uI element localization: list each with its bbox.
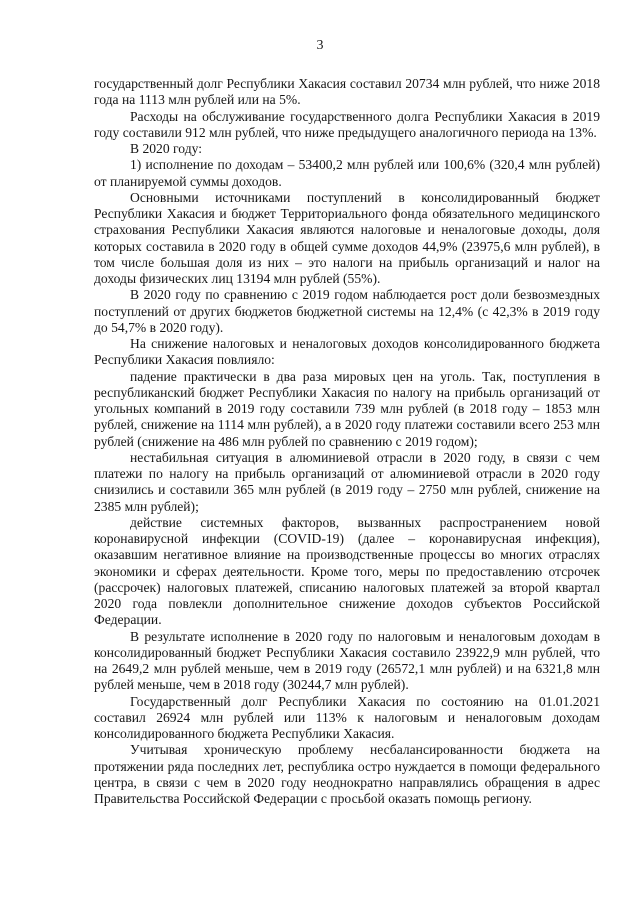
- paragraph-covid-factors: действие системных факторов, вызванных распространением новой коронавирусной инфекции (COVID-19) (далее – коронавирусная инфекция), оказавшим негативное влияние на производственные процессы во многих отраслях экономики и сферах деятельности. Кроме того, меры по предоставлению отсрочек (рассрочек) налоговых платежей, списанию налоговых платежей за второй квартал 2020 года повлекли дополнительное снижение доходов субъектов Российской Федерации.: [94, 514, 600, 628]
- paragraph-year-2020-heading: В 2020 году:: [130, 141, 203, 156]
- paragraph-debt-service-2019: Расходы на обслуживание государственного долга Республики Хакасия в 2019 году составили 912 млн рублей, что ниже предыдущего аналогичного периода на 13%.: [94, 108, 600, 140]
- paragraph-aluminium-industry: нестабильная ситуация в алюминиевой отрасли в 2020 году, в связи с чем платежи по налогу на прибыль организаций от алюминиевой отрасли в 2020 году снизились и составили 365 млн рублей (в 2019 году – 2750 млн рублей, снижение на 2385 млн рублей);: [94, 449, 600, 514]
- document-body: [94, 76, 600, 807]
- page-number: 3: [316, 38, 324, 53]
- paragraph-public-debt-2021: Государственный долг Республики Хакасия по состоянию на 01.01.2021 составил 26924 млн рублей или 113% к налоговым и неналоговым доходам консолидированного бюджета Республики Хакасия.: [94, 693, 600, 741]
- paragraph-revenue-execution: 1) исполнение по доходам – 53400,2 млн рублей или 100,6% (320,4 млн рублей) от планируемой суммы доходов.: [94, 157, 600, 189]
- paragraph-revenue-sources: Основными источниками поступлений в консолидированный бюджет Республики Хакасия и бюджет Территориального фонда обязательного медицинского страхования Республики Хакасия являются налоговые и неналоговые доходы, доля которых составила в 2020 году в общей сумме доходов 44,9% (23975,6 млн рублей), в том числе большая доля из них – это налоги на прибыль организаций и налог на доходы физических лиц 13194 млн рублей (55%).: [94, 189, 600, 286]
- paragraph-coal-prices: падение практически в два раза мировых цен на уголь. Так, поступления в республиканский бюджет Республики Хакасия по налогу на прибыль организаций от угольных компаний в 2019 году составили 739 млн рублей (в 2018 году – 1853 млн рублей, снижение на 1114 млн рублей), а в 2020 году платежи составили всего 253 млн рублей (снижение на 486 млн рублей по сравнению с 2019 годом);: [94, 368, 600, 449]
- paragraph-federal-assistance: Учитывая хроническую проблему несбалансированности бюджета на протяжении ряда последних лет, республика остро нуждается в помощи федерального центра, в связи с чем в 2020 году неоднократно направлялись обращения в адрес Правительства Российской Федерации с просьбой оказать помощь региону.: [94, 742, 600, 806]
- paragraph-gratuitous-receipts: В 2020 году по сравнению с 2019 годом наблюдается рост доли безвозмездных поступлений от других бюджетов бюджетной системы на 12,4% (с 42,3% в 2019 году до 54,7% в 2020 году).: [94, 287, 600, 335]
- paragraph-decline-factors-intro: На снижение налоговых и неналоговых доходов консолидированного бюджета Республики Хакасия повлияло:: [94, 336, 600, 368]
- paragraph-debt-2019-continued: государственный долг Республики Хакасия составил 20734 млн рублей, что ниже 2018 года на 1113 млн рублей или на 5%.: [94, 76, 600, 108]
- paragraph-tax-revenue-result: В результате исполнение в 2020 году по налоговым и неналоговым доходам в консолидированный бюджет Республики Хакасия составило 23922,9 млн рублей, что на 2649,2 млн рублей меньше, чем в 2019 году (26572,1 млн рублей) и на 6321,8 млн рублей меньше, чем в 2018 году (30244,7 млн рублей).: [94, 628, 600, 693]
